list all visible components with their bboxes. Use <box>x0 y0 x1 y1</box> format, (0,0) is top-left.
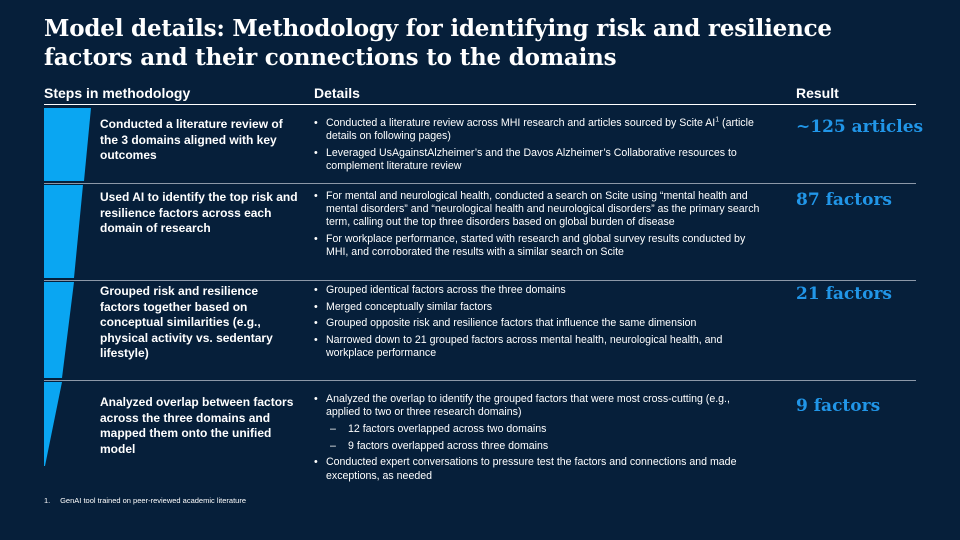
result-3: 21 factors <box>796 284 892 304</box>
footnote <box>44 496 246 505</box>
step-4: Analyzed overlap between factors across the three domains and mapped them onto the unified model <box>100 395 294 456</box>
header-result: Result <box>796 85 839 101</box>
step-1: Conducted a literature review of the 3 domains aligned with key outcomes <box>100 117 283 162</box>
funnel-graphic <box>44 108 94 468</box>
footnote-ref: 1 <box>715 116 720 124</box>
header-divider <box>44 104 916 105</box>
detail-item: • Analyzed the overlap to identify the grouped factors that were most cross-cutting (e.g., applied to two or three research domains) <box>314 393 764 419</box>
row-divider <box>44 183 916 184</box>
funnel-segment-2 <box>44 185 83 278</box>
details-2 <box>314 190 764 263</box>
row-divider <box>44 380 916 381</box>
header-details: Details <box>314 85 360 101</box>
detail-item: • Merged conceptually similar factors <box>314 301 764 314</box>
detail-item: • For mental and neurological health, conducted a search on Scite using “mental health and mental disorders” and “neurological health and neurological disorders” as the primary search term, calling out the top three disorders based on global burden of disease <box>314 190 764 230</box>
detail-subitem: – 12 factors overlapped across two domains <box>314 423 764 436</box>
detail-item: • Narrowed down to 21 grouped factors across mental health, neurological health, and workplace performance <box>314 334 764 360</box>
funnel-segment-1 <box>44 108 91 181</box>
result-1: ~125 articles <box>796 117 924 137</box>
footnote-text: GenAI tool trained on peer-reviewed academic literature <box>60 496 247 505</box>
detail-item: • Conducted a literature review across MHI research and articles sourced by Scite $AI^1$ (article details on following pages) <box>314 117 764 143</box>
funnel-segment-3 <box>44 282 74 378</box>
row-divider <box>44 280 916 281</box>
funnel-segment-4 <box>44 382 62 466</box>
details-3 <box>314 284 764 364</box>
result-4: 9 factors <box>796 396 881 416</box>
page-title: Model details: Methodology for identifying risk and resilience factors and their connections to the domains <box>44 15 832 71</box>
detail-item: • For workplace performance, started with research and global survey results conducted by MHI, and corroborated the results with a similar search on Scite <box>314 233 764 259</box>
detail-item: • Leveraged UsAgainstAlzheimer’s and the Davos Alzheimer’s Collaborative resources to complement literature review <box>314 147 764 173</box>
result-2: 87 factors <box>796 190 892 210</box>
step-3: Grouped risk and resilience factors together based on conceptual similarities (e.g., physical activity vs. sedentary lifestyle) <box>100 284 273 360</box>
header-steps: Steps in methodology <box>44 85 191 101</box>
detail-item: • Conducted expert conversations to pressure test the factors and connections and made exceptions, as needed <box>314 456 764 482</box>
detail-subitem: – 9 factors overlapped across three domains <box>314 440 764 453</box>
detail-item: • Grouped opposite risk and resilience factors that influence the same dimension <box>314 317 764 330</box>
step-2: Used AI to identify the top risk and resilience factors across each domain of research <box>100 190 298 235</box>
footnote-number: 1. <box>44 496 51 505</box>
detail-item: • Grouped identical factors across the three domains <box>314 284 764 297</box>
details-4 <box>314 393 764 486</box>
details-1 <box>314 117 764 177</box>
